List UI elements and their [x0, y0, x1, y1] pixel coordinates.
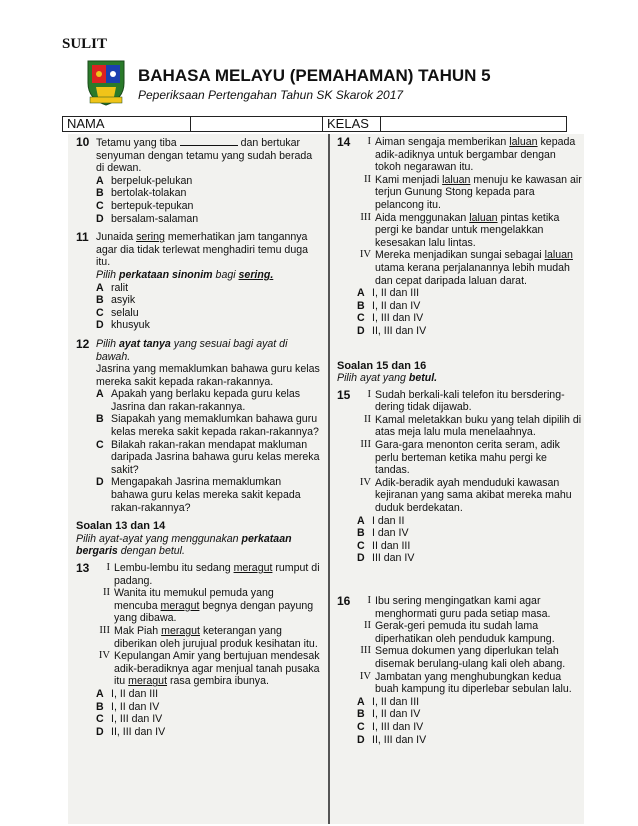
question-number: 11 [76, 230, 89, 245]
kelas-label: KELAS [323, 117, 381, 131]
nama-field[interactable] [191, 117, 323, 131]
option-c[interactable]: C II dan III [357, 539, 411, 552]
statement-3: III Mak Piah meragut keterangan yang diberikan oleh jurujual produk kesihatan itu. [99, 624, 318, 650]
section-instruction: Pilih ayat-ayat yang menggunakan perkataan bergaris dengan betul. [76, 532, 292, 558]
question-instruction: Pilih ayat tanya yang sesuai bagi ayat di bawah. [96, 337, 288, 363]
option-d[interactable]: D II, III dan IV [96, 725, 166, 738]
section-15-16-header [337, 360, 583, 385]
statement-1: I Ibu sering mengingatkan kami agar menghormati guru pada setiap masa. [367, 595, 551, 620]
option-a[interactable]: A ralit [96, 281, 129, 294]
option-a[interactable]: A I, II dan III [357, 695, 420, 708]
question-number: 10 [76, 135, 90, 149]
question-16 [337, 595, 583, 746]
option-c[interactable]: C bertepuk-tepukan [96, 199, 194, 212]
question-13 [76, 562, 320, 738]
question-instruction: Pilih perkataan sinonim bagi sering. [96, 268, 274, 281]
option-b[interactable]: B Siapakah yang memaklumkan bahawa guru kelas mereka sakit kepada rakan-rakannya? [96, 413, 319, 439]
kelas-field[interactable] [381, 117, 566, 131]
question-stem: Jasrina yang memaklumkan bahawa guru kelas mereka sakit kepada rakan-rakannya. [96, 363, 320, 388]
question-11 [76, 231, 320, 332]
answer-blank [180, 136, 238, 146]
question-10 [76, 136, 320, 225]
question-number: 12 [76, 336, 90, 351]
question-stem: Tetamu yang tiba dan bertukar senyuman dengan tetamu yang sudah berada di dewan. [96, 137, 313, 175]
option-d[interactable]: D bersalam-salaman [96, 212, 199, 225]
section-title: Soalan 13 dan 14 [76, 520, 166, 533]
statement-3: III Aida menggunakan laluan pintas ketika pergi ke bandar untuk mengelakkan kesesakan lalu lintas. [360, 211, 560, 249]
section-title: Soalan 15 dan 16 [337, 359, 427, 372]
statement-3: III Semua dokumen yang diperlukan telah disemak berulang-ulang kali oleh abang. [360, 645, 566, 670]
page-subtitle: Peperiksaan Pertengahan Tahun SK Skarok 2017 [138, 88, 404, 102]
option-a[interactable]: A I, II dan III [96, 687, 159, 700]
statement-2: II Wanita itu memukul pemuda yang mencuba meragut begnya dengan payung yang dibawa. [102, 587, 314, 625]
question-number: 14 [337, 135, 351, 149]
option-c[interactable]: C selalu [96, 306, 139, 319]
option-c[interactable]: C I, III dan IV [96, 713, 163, 726]
option-b[interactable]: B I, II dan IV [96, 700, 160, 713]
statement-4: IV Mereka menjadikan sungai sebagai laluan utama kerana perjalanannya lebih mudah dan cepat daripada laluan darat. [359, 249, 573, 287]
statement-4: IV Kepulangan Amir yang bertujuan mendesak adik-beradiknya agar menjual tanah pusaka itu meragut rasa gembira ibunya. [98, 650, 320, 688]
option-d[interactable]: D III dan IV [357, 552, 415, 565]
option-a[interactable]: A I dan II [357, 514, 405, 527]
option-d[interactable]: D khusyuk [96, 319, 150, 332]
nama-label: NAMA [63, 117, 191, 131]
statement-1: I Lembu-lembu itu sedang meragut rumput di padang. [106, 562, 320, 587]
question-14 [337, 136, 583, 338]
statement-2: II Kamal meletakkan buku yang telah dipilih di atas meja lalu mula menelaahnya. [363, 413, 582, 439]
option-b[interactable]: B asyik [96, 294, 136, 307]
option-b[interactable]: B I, II dan IV [357, 708, 421, 721]
section-instruction: Pilih ayat yang betul. [337, 372, 438, 385]
option-d[interactable]: D Mengapakah Jasrina memaklumkan bahawa guru kelas mereka sakit kepada rakan-rakannya? [96, 476, 301, 514]
statement-2: II Kami menjadi laluan menuju ke kawasan air terjun Gunung Stong kepada para pelancong itu. [363, 173, 582, 211]
option-b[interactable]: B I dan IV [357, 527, 409, 540]
name-class-table [62, 116, 567, 132]
question-15 [337, 389, 583, 565]
option-b[interactable]: B bertolak-tolakan [96, 187, 187, 200]
right-column [337, 136, 583, 752]
option-a[interactable]: A berpeluk-pelukan [96, 174, 193, 187]
left-column [76, 136, 320, 744]
option-b[interactable]: B I, II dan IV [357, 299, 421, 312]
question-number: 15 [337, 387, 351, 402]
section-13-14-header [76, 520, 320, 558]
page-title: BAHASA MELAYU (PEMAHAMAN) TAHUN 5 [138, 66, 491, 85]
sulit-label: SULIT [62, 36, 108, 52]
statement-2: II Gerak-geri pemuda itu sudah lama diperhatikan oleh penduduk kampung. [363, 620, 555, 645]
option-a[interactable]: A I, II dan III [357, 287, 420, 300]
option-c[interactable]: C I, III dan IV [357, 720, 424, 733]
question-12 [76, 338, 320, 514]
statement-4: IV Adik-beradik ayah menduduki kawasan kejiranan yang sama akibat mereka mahu duduk berdekatan. [359, 476, 572, 515]
option-d[interactable]: D II, III dan IV [357, 324, 427, 337]
statement-3: III Gara-gara menonton cerita seram, adik perlu berteman ketika mahu pergi ke tandas. [360, 439, 560, 477]
question-number: 13 [76, 561, 90, 575]
statement-4: IV Jambatan yang menghubungkan kedua buah kampung itu diperlebar sebulan lalu. [359, 670, 572, 696]
question-stem: Junaida sering memerhatikan jam tangannya agar dia tidak terlewat menghadiri temu duga itu. [96, 231, 308, 269]
option-c[interactable]: C Bilakah rakan-rakan mendapat makluman daripada Jasrina bahawa guru kelas mereka sakit? [96, 438, 320, 476]
school-crest-logo [84, 57, 128, 107]
statement-1: I Aiman sengaja memberikan laluan kepada adik-adiknya untuk bergambar dengan tokoh negarawan itu. [367, 136, 576, 174]
option-c[interactable]: C I, III dan IV [357, 312, 424, 325]
option-d[interactable]: D II, III dan IV [357, 733, 427, 746]
statement-1: I Sudah berkali-kali telefon itu bersdering-dering tidak dijawab. [367, 388, 565, 414]
question-number: 16 [337, 594, 351, 608]
option-a[interactable]: A Apakah yang berlaku kepada guru kelas Jasrina dan rakan-rakannya. [96, 388, 301, 413]
column-divider [328, 134, 330, 824]
